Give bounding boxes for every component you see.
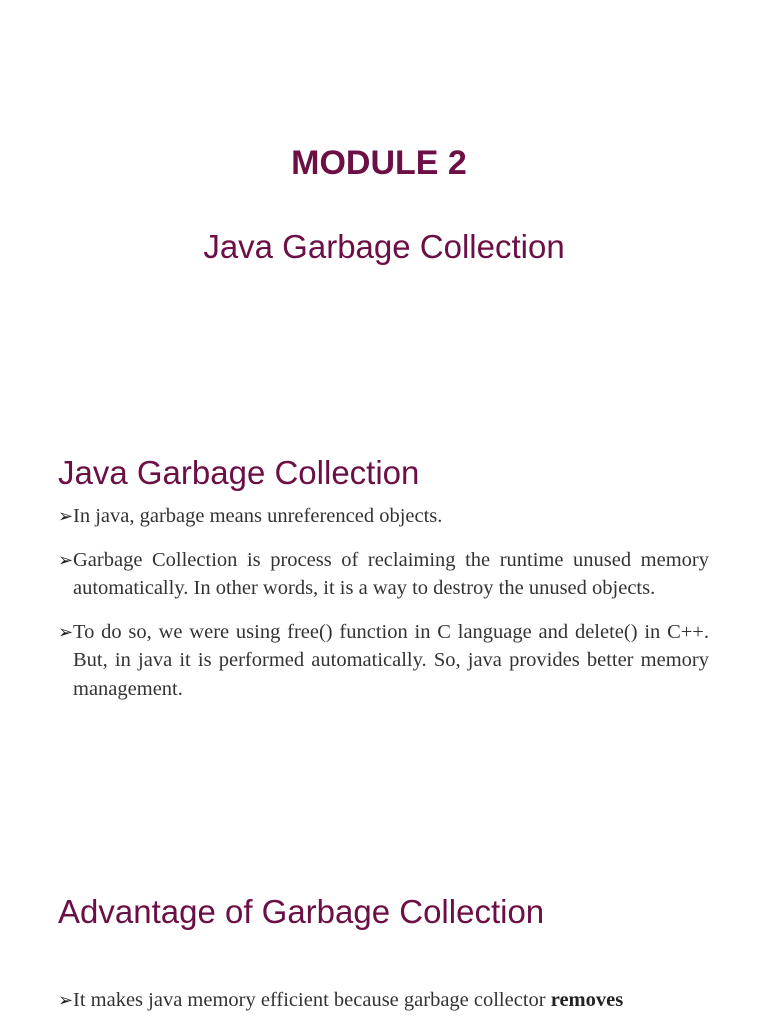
module-subtitle: Java Garbage Collection <box>203 228 565 265</box>
arrow-bullet-icon: ➢ <box>58 549 74 570</box>
title-slide <box>0 0 768 390</box>
arrow-bullet-icon: ➢ <box>58 621 74 642</box>
arrow-bullet-icon: ➢ <box>58 506 74 526</box>
bullet-list <box>58 502 709 718</box>
bullet-text: Garbage Collection is process of reclaiming the runtime unused memory automatically. In other words, it is a way to destroy the unused objects. <box>73 548 709 599</box>
bullet-text: To do so, we were using free() function in C language and delete() in C++. But, in java it is performed automatically. So, java provides better memory management. <box>73 620 709 700</box>
slide-heading: Advantage of Garbage Collection <box>58 893 545 930</box>
list-item <box>58 546 709 603</box>
advantage-slide <box>0 790 768 1024</box>
module-title: MODULE 2 <box>291 144 467 182</box>
list-item <box>58 986 709 1015</box>
bullet-bold-text: removes <box>550 989 624 1011</box>
list-item <box>58 618 709 704</box>
slide-heading: Java Garbage Collection <box>58 454 420 491</box>
bullet-list <box>58 986 709 1030</box>
list-item <box>58 502 709 531</box>
bullet-text: In java, garbage means unreferenced objects. <box>73 505 443 527</box>
arrow-bullet-icon: ➢ <box>58 990 74 1010</box>
gc-slide <box>0 390 768 790</box>
bullet-text: It makes java memory efficient because garbage collector <box>73 989 551 1011</box>
